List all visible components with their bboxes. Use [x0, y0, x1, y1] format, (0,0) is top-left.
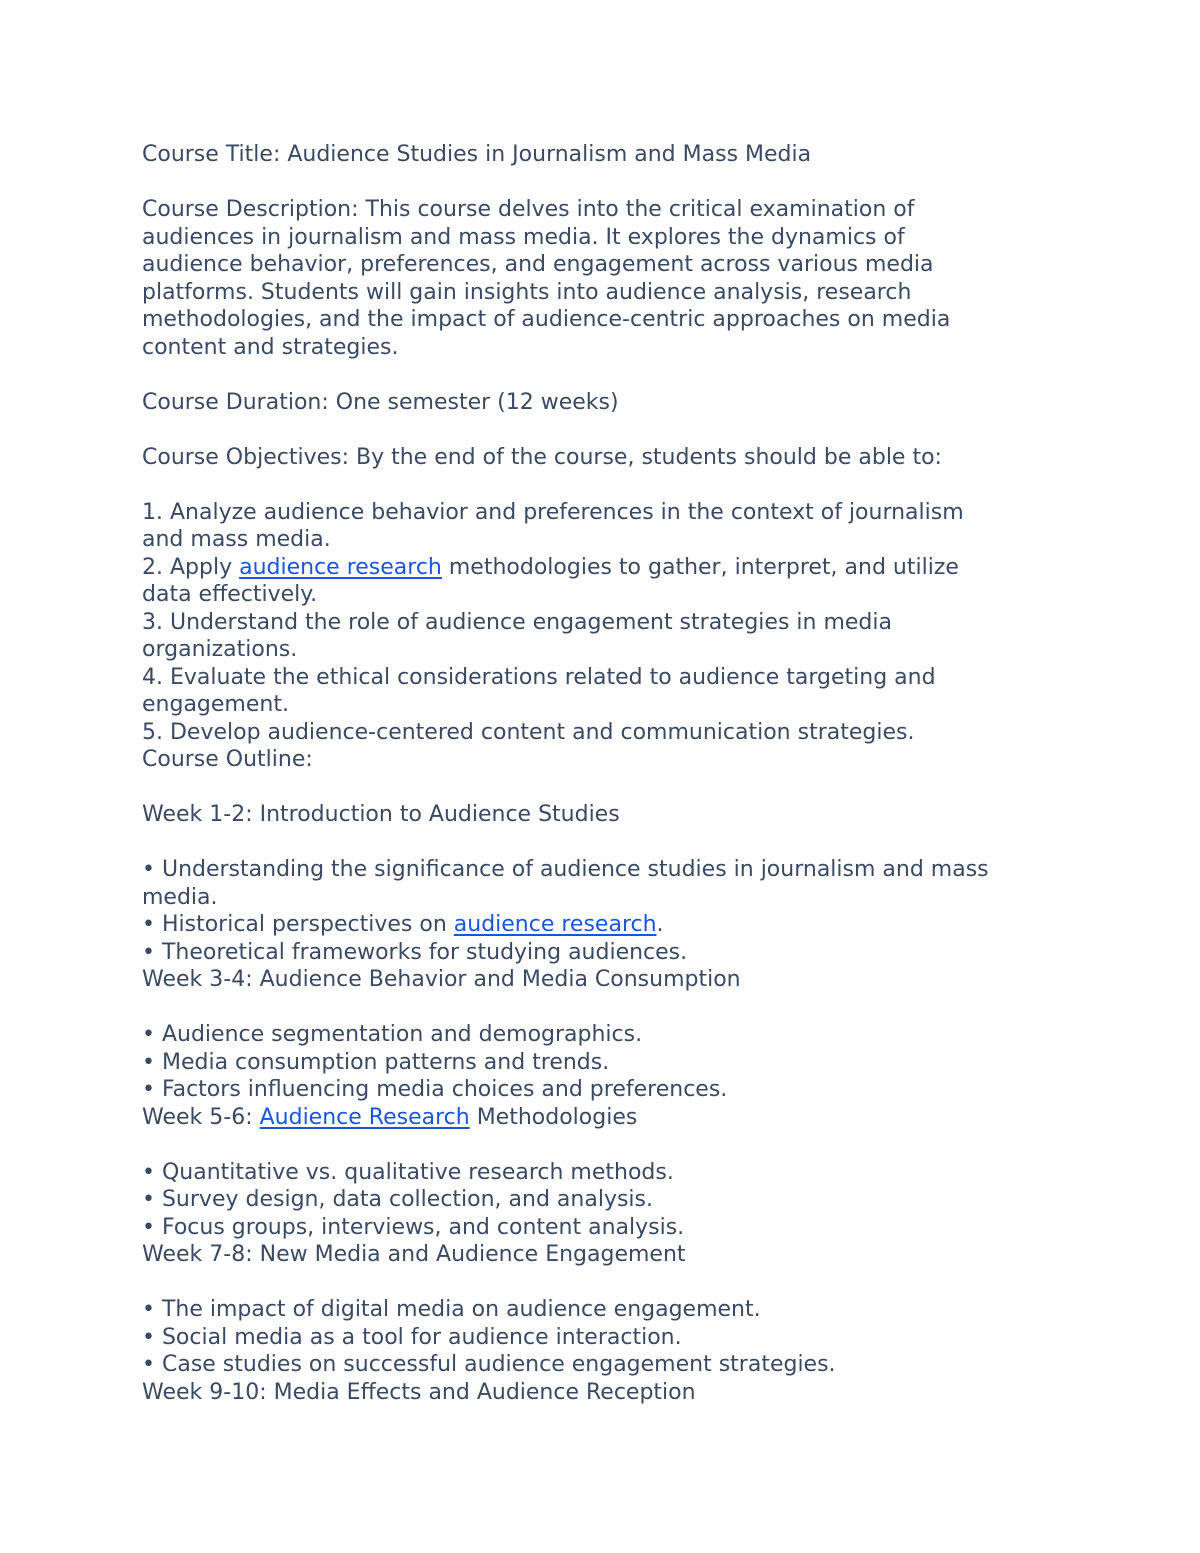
bullet-item: • The impact of digital media on audience engagement.: [142, 1297, 761, 1322]
bullet-item: • Understanding the significance of audience studies in journalism and mass: [142, 857, 989, 882]
spacer: [142, 1131, 1072, 1159]
document-page: [142, 141, 1072, 1406]
objective-item: 5. Develop audience-centered content and communication strategies.: [142, 719, 915, 745]
week-section: [142, 801, 1072, 966]
description-line: Course Description: This course delves into the critical examination of: [142, 197, 915, 222]
bullet-item: • Social media as a tool for audience interaction.: [142, 1324, 682, 1350]
objectives-intro: Course Objectives: By the end of the course, students should be able to:: [142, 444, 942, 470]
spacer: [142, 169, 1072, 197]
week-section: [142, 1379, 1072, 1407]
bullet-item-continued: media.: [142, 884, 218, 910]
bullet-text: .: [656, 912, 664, 937]
week-heading: Week 9-10: Media Effects and Audience Reception: [142, 1379, 696, 1405]
spacer: [142, 994, 1072, 1022]
objective-item: [142, 554, 1072, 582]
course-title: Course Title: Audience Studies in Journalism and Mass Media: [142, 142, 812, 167]
week-section: [142, 1241, 1072, 1379]
spacer: [142, 774, 1072, 802]
bullet-item: • Quantitative vs. qualitative research methods.: [142, 1159, 674, 1185]
spacer: [142, 416, 1072, 444]
spacer: [142, 471, 1072, 499]
audience-research-link[interactable]: audience research: [239, 554, 442, 580]
objective-item-continued: engagement.: [142, 692, 289, 717]
bullet-item: • Focus groups, interviews, and content analysis.: [142, 1214, 685, 1240]
course-description: [142, 196, 1072, 361]
objective-item-continued: organizations.: [142, 637, 298, 662]
objective-item: 4. Evaluate the ethical considerations related to audience targeting and: [142, 664, 936, 690]
week-section: [142, 1104, 1072, 1242]
bullet-item: • Media consumption patterns and trends.: [142, 1049, 610, 1075]
objectives-list: [142, 499, 1072, 747]
week-section: [142, 966, 1072, 1104]
bullet-text: • Historical perspectives on: [142, 912, 454, 937]
description-line: platforms. Students will gain insights into audience analysis, research: [142, 279, 912, 305]
spacer: [142, 361, 1072, 389]
objective-item-continued: and mass media.: [142, 527, 331, 552]
bullet-item: • Survey design, data collection, and analysis.: [142, 1187, 653, 1212]
bullet-item: • Audience segmentation and demographics.: [142, 1022, 643, 1047]
description-line: methodologies, and the impact of audience-centric approaches on media: [142, 307, 951, 332]
bullet-item: • Theoretical frameworks for studying audiences.: [142, 939, 688, 965]
audience-research-link[interactable]: Audience Research: [259, 1104, 470, 1130]
objective-item: 1. Analyze audience behavior and preferences in the context of journalism: [142, 499, 964, 525]
objective-text: 2. Apply: [142, 554, 240, 580]
week-heading: Week 3-4: Audience Behavior and Media Consumption: [142, 967, 741, 992]
objective-item: 3. Understand the role of audience engagement strategies in media: [142, 609, 892, 635]
outline-label: Course Outline:: [142, 747, 313, 772]
objective-text: methodologies to gather, interpret, and utilize: [441, 554, 959, 580]
week-heading: [142, 1104, 1072, 1132]
spacer: [142, 1269, 1072, 1297]
week-heading-text: Methodologies: [469, 1104, 638, 1130]
bullet-item: • Factors influencing media choices and preferences.: [142, 1077, 728, 1102]
spacer: [142, 829, 1072, 857]
description-line: audience behavior, preferences, and engagement across various media: [142, 252, 934, 277]
week-heading: Week 7-8: New Media and Audience Engagement: [142, 1242, 686, 1267]
course-duration: Course Duration: One semester (12 weeks): [142, 389, 619, 415]
week-heading: Week 1-2: Introduction to Audience Studies: [142, 802, 620, 827]
objective-item-continued: data effectively.: [142, 582, 318, 607]
description-line: content and strategies.: [142, 334, 399, 360]
bullet-item: [142, 911, 1072, 939]
audience-research-link[interactable]: audience research: [453, 912, 657, 937]
description-line: audiences in journalism and mass media. It explores the dynamics of: [142, 224, 905, 250]
bullet-item: • Case studies on successful audience engagement strategies.: [142, 1352, 836, 1377]
week-heading-text: Week 5-6:: [142, 1104, 260, 1130]
